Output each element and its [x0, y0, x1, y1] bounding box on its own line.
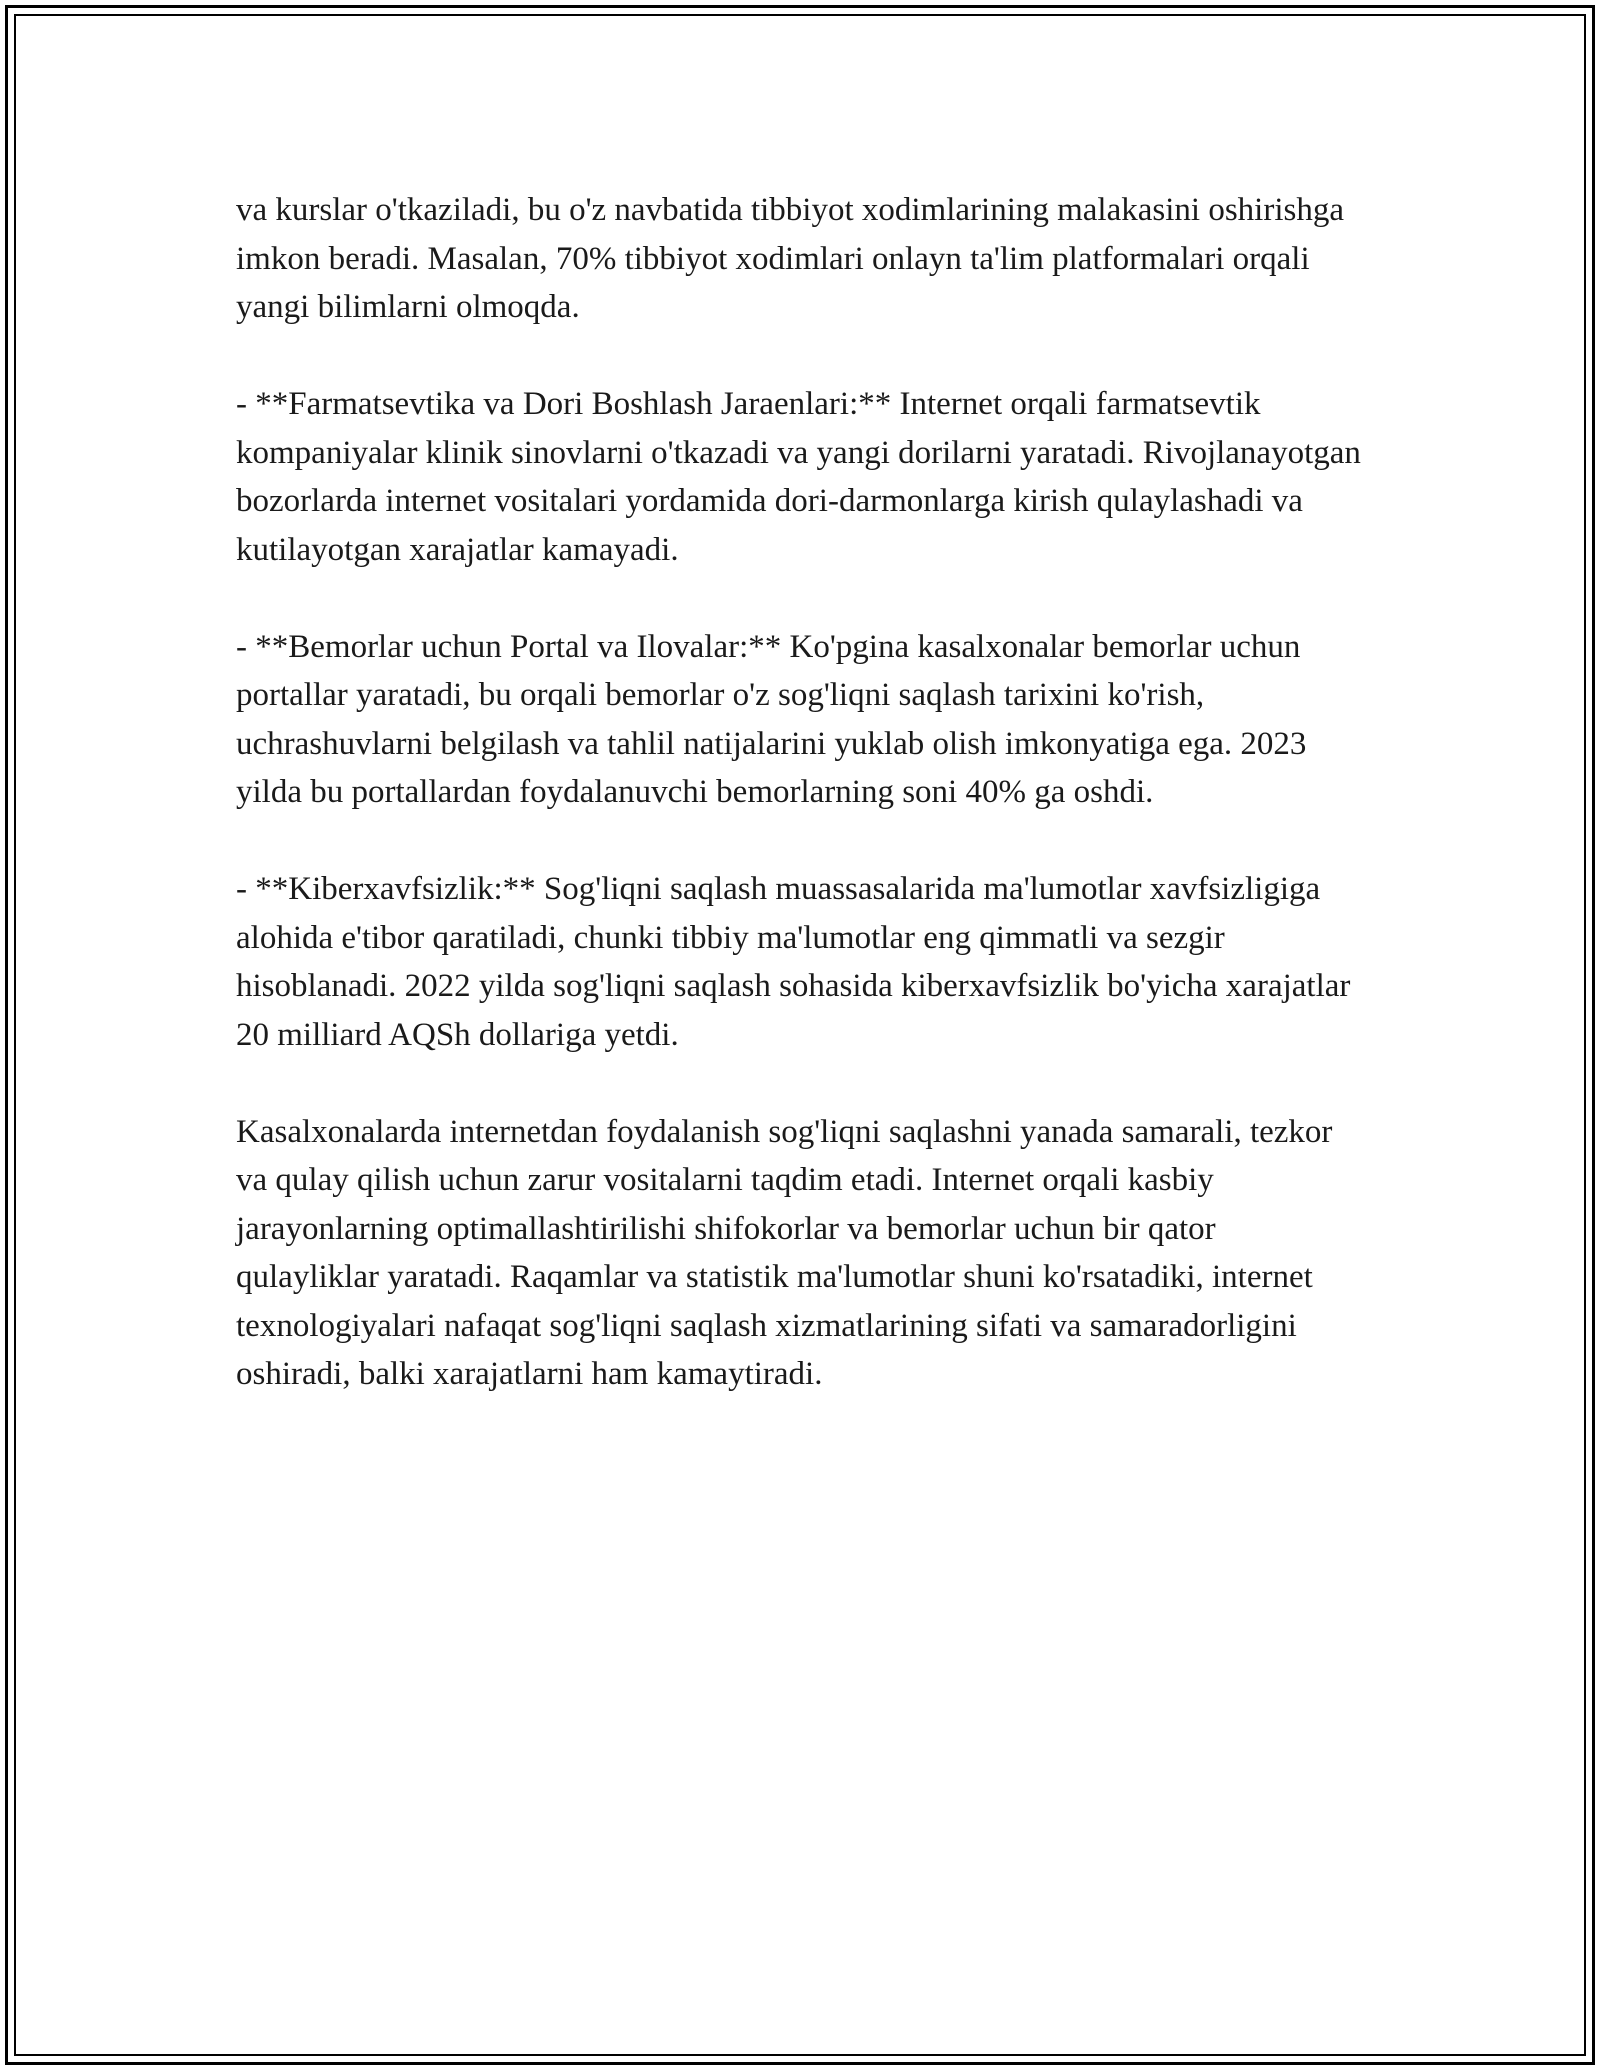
paragraph-cybersecurity: - **Kiberxavfsizlik:** Sog'liqni saqlash muassasalarida ma'lumotlar xavfsizligiga alohida e'tibor qaratiladi, chunki tibbiy ma'lumotlar eng qimmatli va sezgir hisoblanadi. 2022 yilda sog'liqni saqlash sohasida kiberxavfsizlik bo'yicha xarajatlar 20 milliard AQSh dollariga yetdi. [236, 871, 1351, 1053]
document-body [236, 186, 1366, 1399]
paragraph-patient-portals: - **Bemorlar uchun Portal va Ilovalar:** Ko'pgina kasalxonalar bemorlar uchun portallar yaratadi, bu orqali bemorlar o'z sog'liqni saqlash tarixini ko'rish, uchrashuvlarni belgilash va tahlil natijalarini yuklab olish imkonyatiga ega. 2023 yilda bu portallardan foydalanuvchi bemorlarning soni 40% ga oshdi. [236, 628, 1307, 810]
paragraph-pharmaceutics: - **Farmatsevtika va Dori Boshlash Jaraenlari:** Internet orqali farmatsevtik kompaniyalar klinik sinovlarni o'tkazadi va yangi dorilarni yaratadi. Rivojlanayotgan bozorlarda internet vositalari yordamida dori-darmonlarga kirish qulaylashadi va kutilayotgan xarajatlar kamayadi. [236, 386, 1361, 568]
paragraph-continuation: va kurslar o'tkaziladi, bu o'z navbatida tibbiyot xodimlarining malakasini oshirishga imkon beradi. Masalan, 70% tibbiyot xodimlari onlayn ta'lim platformalari orqali yangi bilimlarni olmoqda. [236, 192, 1344, 325]
paragraph-conclusion: Kasalxonalarda internetdan foydalanish sog'liqni saqlashni yanada samarali, tezkor va qulay qilish uchun zarur vositalarni taqdim etadi. Internet orqali kasbiy jarayonlarning optimallashtirilishi shifokorlar va bemorlar uchun bir qator qulayliklar yaratadi. Raqamlar va statistik ma'lumotlar shuni ko'rsatadiki, internet texnologiyalari nafaqat sog'liqni saqlash xizmatlarining sifati va samaradorligini oshiradi, balki xarajatlarni ham kamaytiradi. [236, 1113, 1333, 1392]
